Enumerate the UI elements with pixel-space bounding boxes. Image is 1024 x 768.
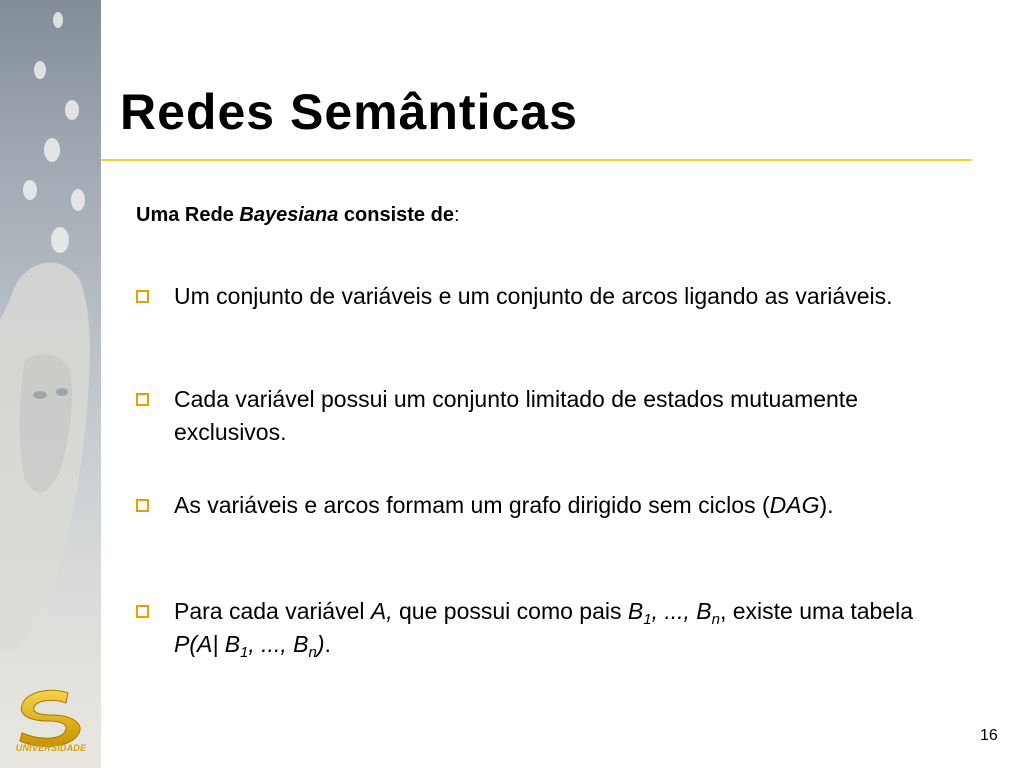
logo-caption: UNIVERSIDADE [15,743,87,753]
intro-suffix: consiste de [338,204,454,226]
bullet-text-1: Um conjunto de variáveis e um conjunto de arcos ligando as variáveis. [174,283,893,309]
slide-title: Redes Semânticas [120,84,578,140]
intro-line [136,204,460,227]
intro-colon: : [453,204,460,226]
square-bullet-icon [136,393,149,406]
decorative-sidebar [0,0,101,768]
square-bullet-icon [136,605,149,618]
bullet-text-4: Para cada variável A, que possui como pais $B_1$, ..., $B_n$, existe uma tabela P(A| $B_1$, ..., $B_n$). [174,598,914,661]
intro-prefix: Uma Rede [136,204,240,226]
statue-silhouette-image [0,0,101,768]
square-bullet-icon [136,499,149,512]
intro-emphasis: Bayesiana [239,204,339,226]
page-number: 16 [980,727,998,744]
square-bullet-icon [136,290,149,303]
bullet-text-3: As variáveis e arcos formam um grafo dirigido sem ciclos (DAG). [174,492,834,518]
title-underline [101,159,972,161]
bullet-text-2: Cada variável possui um conjunto limitado de estados mutuamente exclusivos. [174,386,858,445]
